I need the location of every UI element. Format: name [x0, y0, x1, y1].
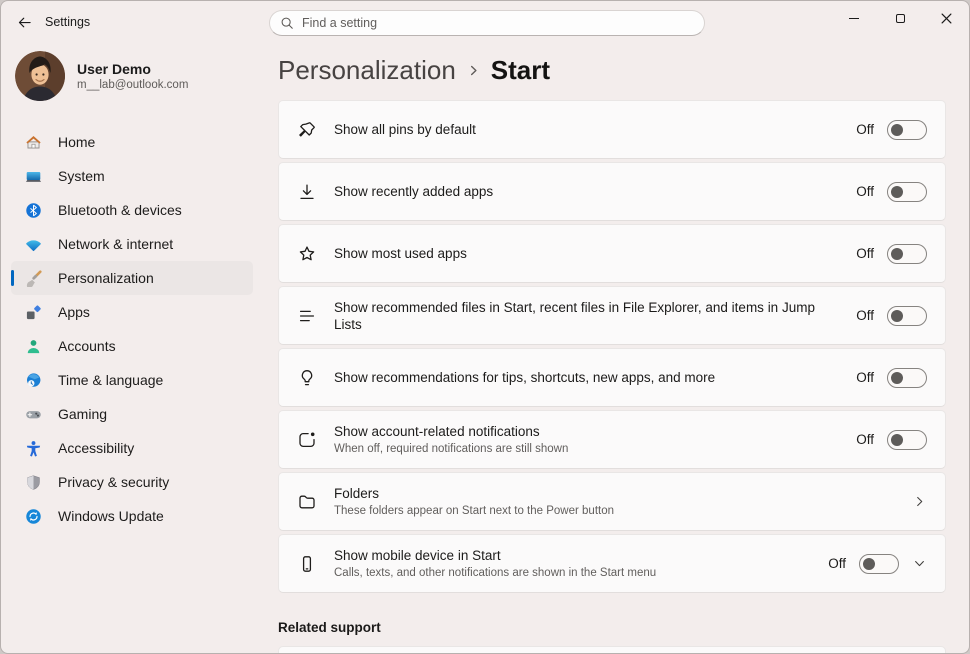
breadcrumb-parent[interactable]: Personalization	[278, 54, 456, 85]
toggle-knob	[891, 124, 903, 136]
related-support-heading: Related support	[278, 620, 381, 635]
sidebar-item-label: Network & internet	[58, 236, 174, 252]
setting-subtitle: Calls, texts, and other notifications are shown in the Start menu	[334, 566, 657, 579]
sidebar-item-label: Gaming	[58, 406, 108, 422]
paintbrush-icon	[25, 270, 42, 287]
update-icon	[25, 508, 42, 525]
setting-row-recently-added-apps	[278, 162, 946, 221]
shield-icon	[25, 474, 42, 491]
bluetooth-icon	[25, 202, 42, 219]
sidebar-item-label: Accounts	[58, 338, 116, 354]
folder-icon	[297, 492, 317, 512]
maximize-button[interactable]	[877, 1, 923, 35]
phone-icon	[297, 554, 317, 574]
list-lines-icon	[297, 306, 317, 326]
back-arrow-icon	[17, 15, 32, 30]
toggle-state-label: Off	[856, 370, 874, 385]
star-icon	[297, 244, 317, 264]
maximize-icon	[896, 14, 905, 23]
user-profile[interactable]	[1, 45, 263, 101]
sidebar-item-label: Time & language	[58, 372, 164, 388]
sidebar-item-gaming[interactable]	[11, 397, 253, 431]
breadcrumb-chevron-icon	[468, 65, 479, 76]
sidebar-item-windows-update[interactable]	[11, 499, 253, 533]
sidebar-nav	[1, 125, 263, 533]
system-icon	[25, 168, 42, 185]
related-support-card[interactable]	[278, 646, 946, 653]
toggle-show-all-pins[interactable]	[887, 120, 927, 140]
sidebar-item-bluetooth-devices[interactable]	[11, 193, 253, 227]
sidebar-item-privacy-security[interactable]	[11, 465, 253, 499]
sidebar-item-label: Windows Update	[58, 508, 164, 524]
toggle-state-label: Off	[856, 432, 874, 447]
wifi-icon	[25, 236, 42, 253]
setting-title: Show mobile device in Start	[334, 547, 501, 563]
download-icon	[297, 182, 317, 202]
setting-title: Folders	[334, 485, 380, 501]
minimize-button[interactable]	[831, 1, 877, 35]
avatar	[15, 51, 65, 101]
back-button[interactable]	[9, 8, 39, 36]
lightbulb-icon	[297, 368, 317, 388]
setting-title: Show most used apps	[334, 246, 467, 261]
accessibility-icon	[25, 440, 42, 457]
setting-row-mobile-device	[278, 534, 946, 593]
apps-icon	[25, 304, 42, 321]
setting-row-most-used-apps	[278, 224, 946, 283]
user-name: User Demo	[77, 60, 151, 77]
toggle-knob	[891, 372, 903, 384]
sidebar-item-label: Accessibility	[58, 440, 135, 456]
sidebar-item-accounts[interactable]	[11, 329, 253, 363]
sidebar-item-network-internet[interactable]	[11, 227, 253, 261]
notification-badge-icon	[297, 430, 317, 450]
toggle-recently-added-apps[interactable]	[887, 182, 927, 202]
toggle-knob	[891, 434, 903, 446]
breadcrumb-current: Start	[490, 54, 551, 85]
home-icon	[25, 134, 42, 151]
minimize-icon	[849, 18, 859, 19]
search-input[interactable]	[302, 16, 694, 30]
sidebar-item-label: Bluetooth & devices	[58, 202, 182, 218]
toggle-recommendations-tips[interactable]	[887, 368, 927, 388]
app-title: Settings	[45, 15, 91, 29]
toggle-most-used-apps[interactable]	[887, 244, 927, 264]
chevron-right-icon[interactable]	[912, 494, 927, 509]
sidebar-item-home[interactable]	[11, 125, 253, 159]
setting-row-recommended-files	[278, 286, 946, 345]
user-email: m__lab@outlook.com	[77, 78, 189, 91]
toggle-knob	[891, 248, 903, 260]
person-icon	[25, 338, 42, 355]
sidebar-item-personalization[interactable]	[11, 261, 253, 295]
pin-icon	[297, 120, 317, 140]
close-icon	[941, 13, 952, 24]
search-icon	[280, 16, 294, 30]
sidebar-item-apps[interactable]	[11, 295, 253, 329]
sidebar	[1, 45, 263, 653]
setting-row-folders[interactable]	[278, 472, 946, 531]
setting-title: Show recently added apps	[334, 184, 494, 199]
toggle-knob	[891, 186, 903, 198]
setting-row-recommendations-tips	[278, 348, 946, 407]
clock-globe-icon	[25, 372, 42, 389]
gamepad-icon	[25, 406, 42, 423]
toggle-account-notifications[interactable]	[887, 430, 927, 450]
toggle-state-label: Off	[856, 122, 874, 137]
setting-title: Show account-related notifications	[334, 423, 540, 439]
toggle-state-label: Off	[856, 246, 874, 261]
setting-row-account-notifications	[278, 410, 946, 469]
setting-title: Show recommended files in Start, recent files in File Explorer, and items in Jump Lists	[334, 299, 815, 332]
sidebar-item-accessibility[interactable]	[11, 431, 253, 465]
chevron-down-icon[interactable]	[912, 556, 927, 571]
sidebar-item-system[interactable]	[11, 159, 253, 193]
search-box[interactable]	[269, 10, 705, 36]
breadcrumb	[278, 50, 946, 90]
toggle-knob	[863, 558, 875, 570]
setting-title: Show recommendations for tips, shortcuts, new apps, and more	[334, 370, 716, 385]
setting-title: Show all pins by default	[334, 122, 476, 137]
settings-list	[278, 100, 946, 593]
toggle-state-label: Off	[828, 556, 846, 571]
titlebar	[1, 1, 969, 45]
toggle-mobile-device[interactable]	[859, 554, 899, 574]
sidebar-item-time-language[interactable]	[11, 363, 253, 397]
window-controls	[831, 1, 969, 35]
toggle-knob	[891, 310, 903, 322]
main-content	[263, 45, 969, 653]
sidebar-item-label: Home	[58, 134, 96, 150]
sidebar-item-label: Privacy & security	[58, 474, 170, 490]
close-button[interactable]	[923, 1, 969, 35]
toggle-state-label: Off	[856, 184, 874, 199]
toggle-recommended-files[interactable]	[887, 306, 927, 326]
sidebar-item-label: System	[58, 168, 105, 184]
setting-subtitle: When off, required notifications are still shown	[334, 442, 569, 455]
sidebar-item-label: Apps	[58, 304, 90, 320]
sidebar-item-label: Personalization	[58, 270, 154, 286]
setting-subtitle: These folders appear on Start next to the Power button	[334, 504, 615, 517]
setting-row-show-all-pins	[278, 100, 946, 159]
toggle-state-label: Off	[856, 308, 874, 323]
